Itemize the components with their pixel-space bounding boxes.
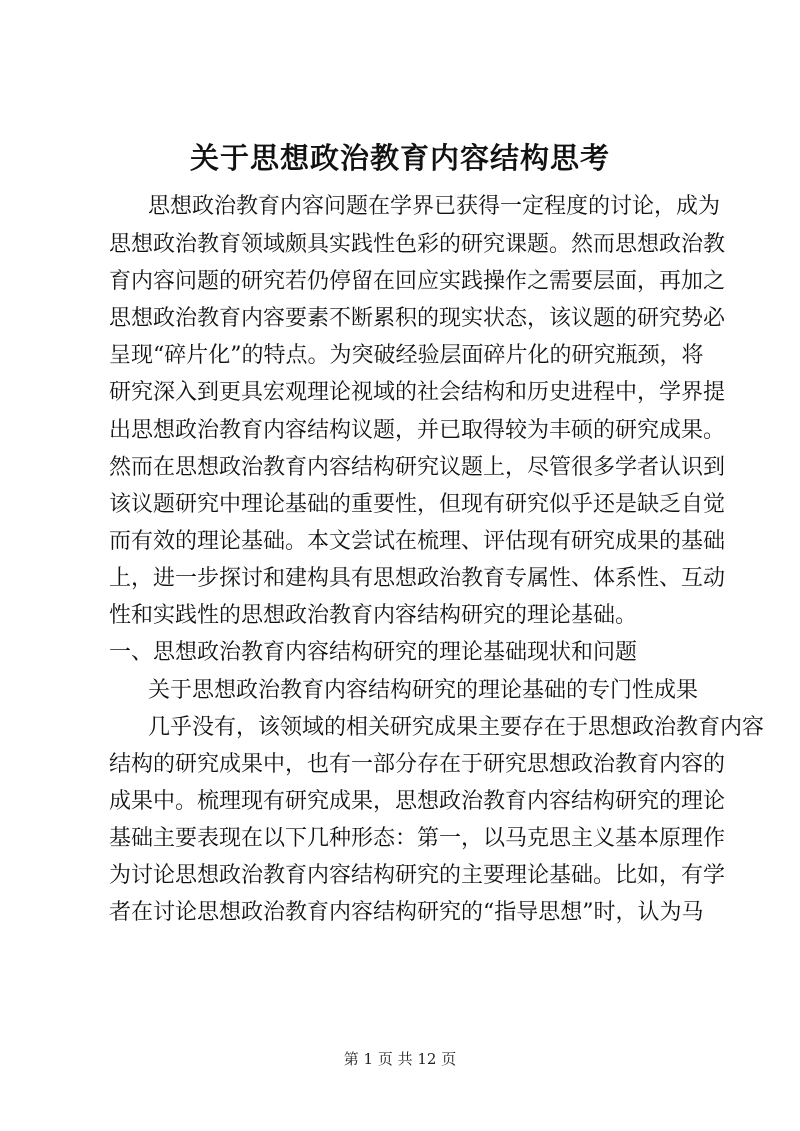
paragraph-line: 基础主要表现在以下几种形态：第一，以马克思主义基本原理作 xyxy=(109,826,726,851)
paragraph-line: 性和实践性的思想政治教育内容结构研究的理论基础。 xyxy=(109,603,638,628)
paragraph-line: 几乎没有，该领域的相关研究成果主要存在于思想政治教育内容 xyxy=(148,715,765,740)
paragraph-line: 关于思想政治教育内容结构研究的理论基础的专门性成果 xyxy=(148,678,699,703)
paragraph-line: 思想政治教育内容问题在学界已获得一定程度的讨论，成为 xyxy=(148,194,721,219)
paragraph-line: 成果中。梳理现有研究成果，思想政治教育内容结构研究的理论 xyxy=(109,789,726,814)
paragraph-line: 然而在思想政治教育内容结构研究议题上，尽管很多学者认识到 xyxy=(109,455,726,480)
paragraph-line: 思想政治教育内容要素不断累积的现实状态，该议题的研究势必 xyxy=(109,306,726,331)
paragraph-line: 育内容问题的研究若仍停留在回应实践操作之需要层面，再加之 xyxy=(109,269,726,294)
paragraph-line: 该议题研究中理论基础的重要性，但现有研究似乎还是缺乏自觉 xyxy=(109,492,726,517)
paragraph-line: 结构的研究成果中，也有一部分存在于研究思想政治教育内容的 xyxy=(109,752,726,777)
document-title: 关于思想政治教育内容结构思考 xyxy=(189,141,610,175)
paragraph-line: 思想政治教育领域颇具实践性色彩的研究课题。然而思想政治教 xyxy=(109,232,726,257)
paragraph-line: 者在讨论思想政治教育内容结构研究的“指导思想”时，认为马 xyxy=(109,900,704,925)
page-number-footer: 第 1 页 共 12 页 xyxy=(343,1050,457,1068)
paragraph-line: 出思想政治教育内容结构议题，并已取得较为丰硕的研究成果。 xyxy=(109,418,726,443)
section-heading: 一、思想政治教育内容结构研究的理论基础现状和问题 xyxy=(109,640,638,665)
paragraph-line: 为讨论思想政治教育内容结构研究的主要理论基础。比如，有学 xyxy=(109,863,726,888)
paragraph-line: 上，进一步探讨和建构具有思想政治教育专属性、体系性、互动 xyxy=(109,566,726,591)
paragraph-line: 研究深入到更具宏观理论视域的社会结构和历史进程中，学界提 xyxy=(109,380,726,405)
paragraph-line: 呈现“碎片化”的特点。为突破经验层面碎片化的研究瓶颈，将 xyxy=(109,343,704,368)
paragraph-line: 而有效的理论基础。本文尝试在梳理、评估现有研究成果的基础 xyxy=(109,529,726,554)
